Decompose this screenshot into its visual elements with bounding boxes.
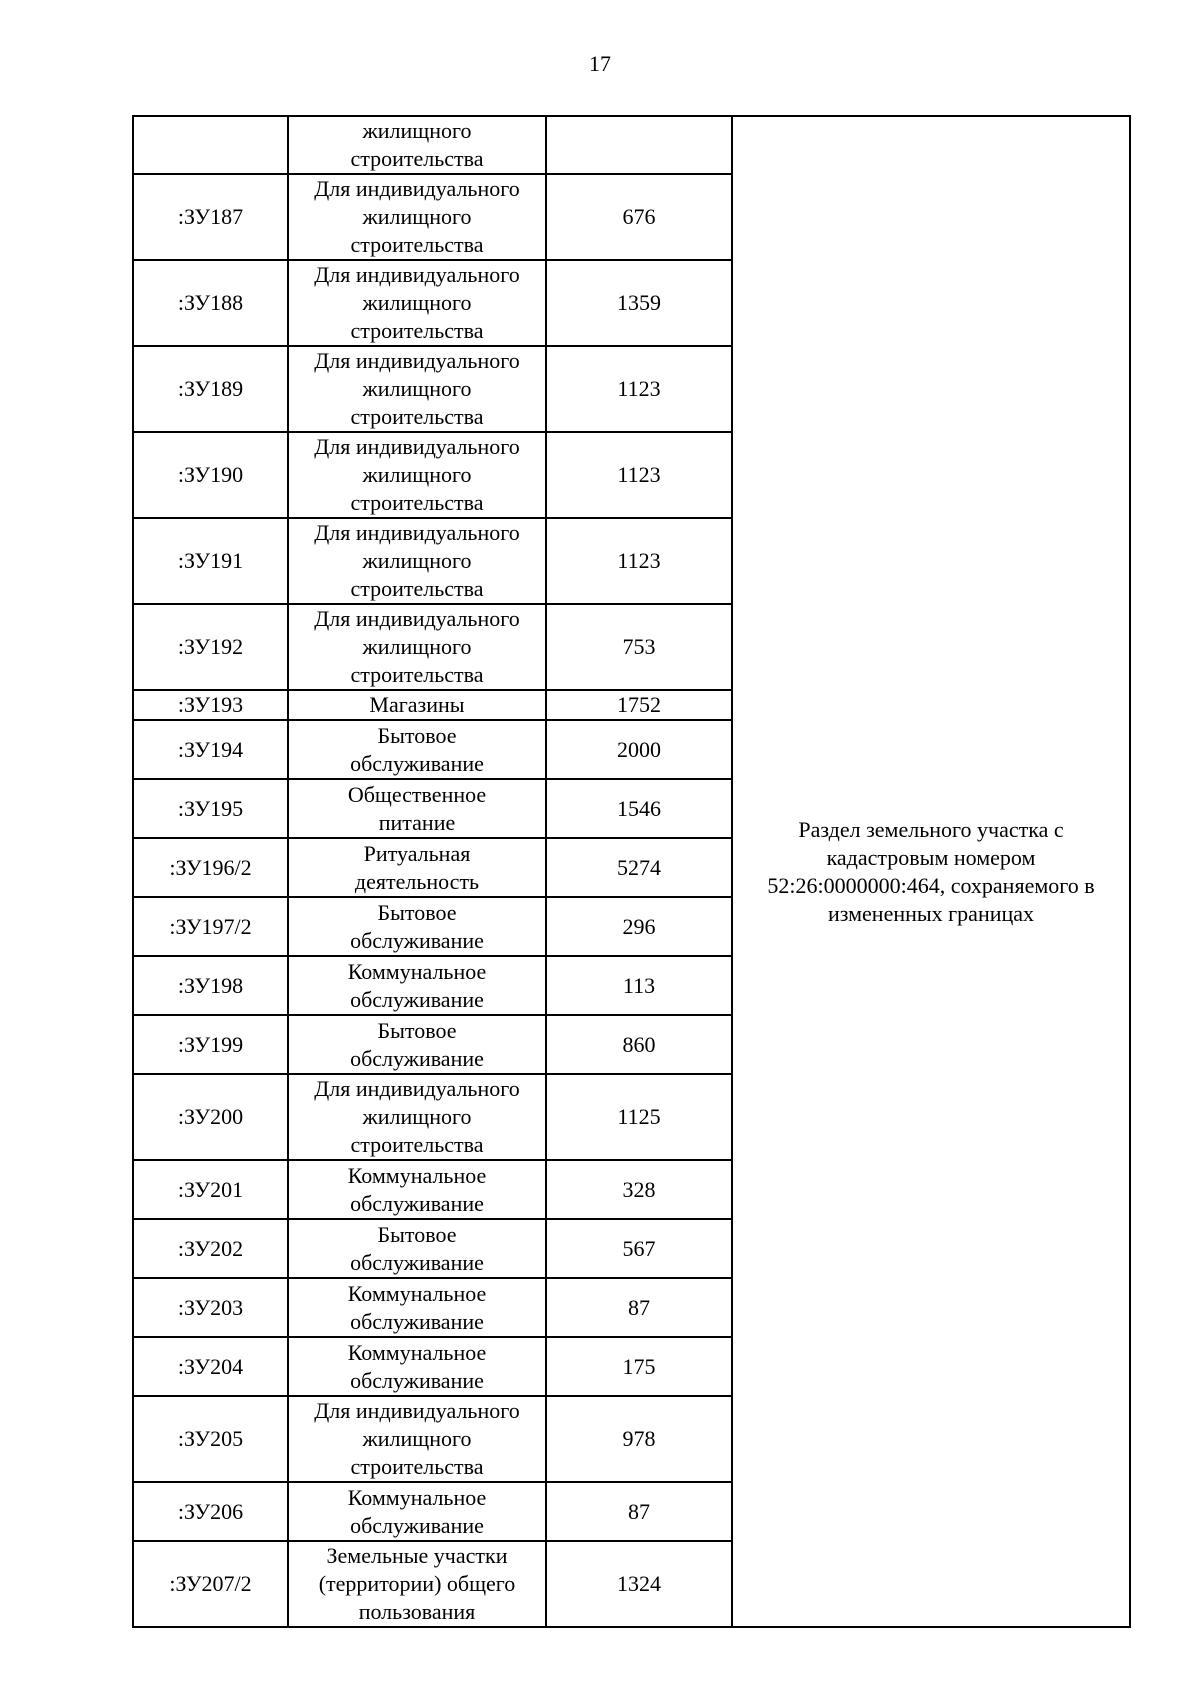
plot-id-cell: :ЗУ194 xyxy=(133,720,288,779)
plot-id-cell: :ЗУ187 xyxy=(133,174,288,260)
area-cell: 328 xyxy=(546,1160,732,1219)
permitted-use-line: обслуживание xyxy=(350,1308,484,1334)
permitted-use-line: Бытовое xyxy=(377,899,457,925)
plot-id-cell: :ЗУ207/2 xyxy=(133,1541,288,1627)
plot-id-cell: :ЗУ189 xyxy=(133,346,288,432)
plot-id-cell: :ЗУ201 xyxy=(133,1160,288,1219)
merged-note-line: измененных границах xyxy=(827,900,1035,926)
plot-id-cell: :ЗУ196/2 xyxy=(133,838,288,897)
table-body xyxy=(133,116,1130,1627)
permitted-use-line: жилищного xyxy=(362,204,472,229)
permitted-use-line: Для индивидуального xyxy=(314,1398,520,1423)
permitted-use-line: Коммунальное xyxy=(347,958,487,984)
permitted-use-line: пользования xyxy=(358,1599,476,1624)
page-number: 17 xyxy=(589,51,611,76)
area-cell: 1359 xyxy=(546,260,732,346)
permitted-use-cell xyxy=(288,690,546,720)
permitted-use-cell xyxy=(288,897,546,956)
permitted-use-cell xyxy=(288,1541,546,1627)
permitted-use-line: Для индивидуального xyxy=(314,520,520,545)
permitted-use-line: (территории) общего xyxy=(318,1571,516,1596)
permitted-use-line: строительства xyxy=(350,576,484,601)
area-cell: 1123 xyxy=(546,518,732,604)
permitted-use-cell xyxy=(288,956,546,1015)
permitted-use-line: Для индивидуального xyxy=(314,606,520,631)
area-cell: 753 xyxy=(546,604,732,690)
merged-note-line: кадастровым номером xyxy=(826,844,1036,870)
plot-id-cell: :ЗУ206 xyxy=(133,1482,288,1541)
permitted-use-line: Ритуальная xyxy=(363,840,471,866)
land-plots-table xyxy=(132,115,1131,1628)
plot-id-cell: :ЗУ193 xyxy=(133,690,288,720)
permitted-use-line: строительства xyxy=(350,1132,484,1157)
plot-id-cell: :ЗУ202 xyxy=(133,1219,288,1278)
permitted-use-cell xyxy=(288,604,546,690)
area-cell: 87 xyxy=(546,1278,732,1337)
permitted-use-line: жилищного xyxy=(362,548,472,573)
area-cell: 87 xyxy=(546,1482,732,1541)
table-row-continuation xyxy=(133,116,1130,174)
permitted-use-line: строительства xyxy=(350,404,484,429)
plot-id-cell: :ЗУ199 xyxy=(133,1015,288,1074)
plot-id-cell: :ЗУ198 xyxy=(133,956,288,1015)
permitted-use-cell xyxy=(288,779,546,838)
permitted-use-line: Коммунальное xyxy=(347,1339,487,1365)
permitted-use-line: Бытовое xyxy=(377,1017,457,1043)
permitted-use-line: жилищного xyxy=(362,376,472,401)
permitted-use-line: Коммунальное xyxy=(347,1280,487,1306)
permitted-use-line: строительства xyxy=(350,146,484,171)
merged-note-line: Раздел земельного участка с xyxy=(798,816,1064,842)
permitted-use-line: обслуживание xyxy=(350,1045,484,1071)
permitted-use-cell xyxy=(288,1396,546,1482)
permitted-use-line: жилищного xyxy=(362,1104,472,1129)
merged-note-cell xyxy=(732,116,1130,1627)
plot-id-cell: :ЗУ205 xyxy=(133,1396,288,1482)
permitted-use-line: Для индивидуального xyxy=(314,348,520,373)
permitted-use-cell xyxy=(288,720,546,779)
permitted-use-line: жилищного xyxy=(362,1426,472,1451)
permitted-use-line: Для индивидуального xyxy=(314,434,520,459)
permitted-use-line: Бытовое xyxy=(377,722,457,748)
permitted-use-line: жилищного xyxy=(362,118,472,143)
area-cell: 175 xyxy=(546,1337,732,1396)
permitted-use-line: обслуживание xyxy=(350,750,484,776)
permitted-use-cell xyxy=(288,1482,546,1541)
permitted-use-cell xyxy=(288,346,546,432)
area-cell: 676 xyxy=(546,174,732,260)
permitted-use-cell xyxy=(288,260,546,346)
plot-id-cell: :ЗУ203 xyxy=(133,1278,288,1337)
permitted-use-line: питание xyxy=(378,809,456,835)
permitted-use-line: Бытовое xyxy=(377,1221,457,1247)
permitted-use-line: строительства xyxy=(350,662,484,687)
permitted-use-line: Для индивидуального xyxy=(314,176,520,201)
permitted-use-line: Общественное xyxy=(347,781,487,807)
plot-id-cell xyxy=(133,116,288,174)
plot-id-cell: :ЗУ197/2 xyxy=(133,897,288,956)
permitted-use-line: обслуживание xyxy=(350,927,484,953)
plot-id-cell: :ЗУ200 xyxy=(133,1074,288,1160)
area-cell: 5274 xyxy=(546,838,732,897)
permitted-use-line: Коммунальное xyxy=(347,1162,487,1188)
area-cell: 860 xyxy=(546,1015,732,1074)
merged-note-line: 52:26:0000000:464, сохраняемого в xyxy=(767,872,1095,898)
plot-id-cell: :ЗУ188 xyxy=(133,260,288,346)
permitted-use-cell xyxy=(288,838,546,897)
permitted-use-cell xyxy=(288,1015,546,1074)
area-cell: 567 xyxy=(546,1219,732,1278)
permitted-use-line: обслуживание xyxy=(350,1512,484,1538)
permitted-use-cell xyxy=(288,1160,546,1219)
permitted-use-cell xyxy=(288,432,546,518)
area-cell: 978 xyxy=(546,1396,732,1482)
permitted-use-line: Магазины xyxy=(369,692,465,717)
permitted-use-line: обслуживание xyxy=(350,986,484,1012)
plot-id-cell: :ЗУ190 xyxy=(133,432,288,518)
permitted-use-line: строительства xyxy=(350,490,484,515)
permitted-use-line: Для индивидуального xyxy=(314,262,520,287)
permitted-use-line: Для индивидуального xyxy=(314,1076,520,1101)
permitted-use-line: жилищного xyxy=(362,634,472,659)
permitted-use-cell xyxy=(288,116,546,174)
permitted-use-cell xyxy=(288,1074,546,1160)
area-cell xyxy=(546,116,732,174)
permitted-use-line: строительства xyxy=(350,232,484,257)
permitted-use-line: жилищного xyxy=(362,290,472,315)
permitted-use-cell xyxy=(288,174,546,260)
area-cell: 1752 xyxy=(546,690,732,720)
permitted-use-cell xyxy=(288,1278,546,1337)
permitted-use-line: обслуживание xyxy=(350,1367,484,1393)
plot-id-cell: :ЗУ192 xyxy=(133,604,288,690)
permitted-use-line: обслуживание xyxy=(350,1249,484,1275)
area-cell: 296 xyxy=(546,897,732,956)
area-cell: 1125 xyxy=(546,1074,732,1160)
permitted-use-cell xyxy=(288,1219,546,1278)
permitted-use-line: Земельные участки xyxy=(326,1543,508,1568)
permitted-use-line: строительства xyxy=(350,318,484,343)
area-cell: 1123 xyxy=(546,432,732,518)
area-cell: 1546 xyxy=(546,779,732,838)
plot-id-cell: :ЗУ191 xyxy=(133,518,288,604)
permitted-use-line: деятельность xyxy=(354,868,480,894)
plot-id-cell: :ЗУ195 xyxy=(133,779,288,838)
area-cell: 113 xyxy=(546,956,732,1015)
permitted-use-line: строительства xyxy=(350,1454,484,1479)
area-cell: 1324 xyxy=(546,1541,732,1627)
area-cell: 1123 xyxy=(546,346,732,432)
permitted-use-line: Коммунальное xyxy=(347,1484,487,1510)
permitted-use-line: жилищного xyxy=(362,462,472,487)
plot-id-cell: :ЗУ204 xyxy=(133,1337,288,1396)
permitted-use-cell xyxy=(288,1337,546,1396)
area-cell: 2000 xyxy=(546,720,732,779)
permitted-use-cell xyxy=(288,518,546,604)
permitted-use-line: обслуживание xyxy=(350,1190,484,1216)
